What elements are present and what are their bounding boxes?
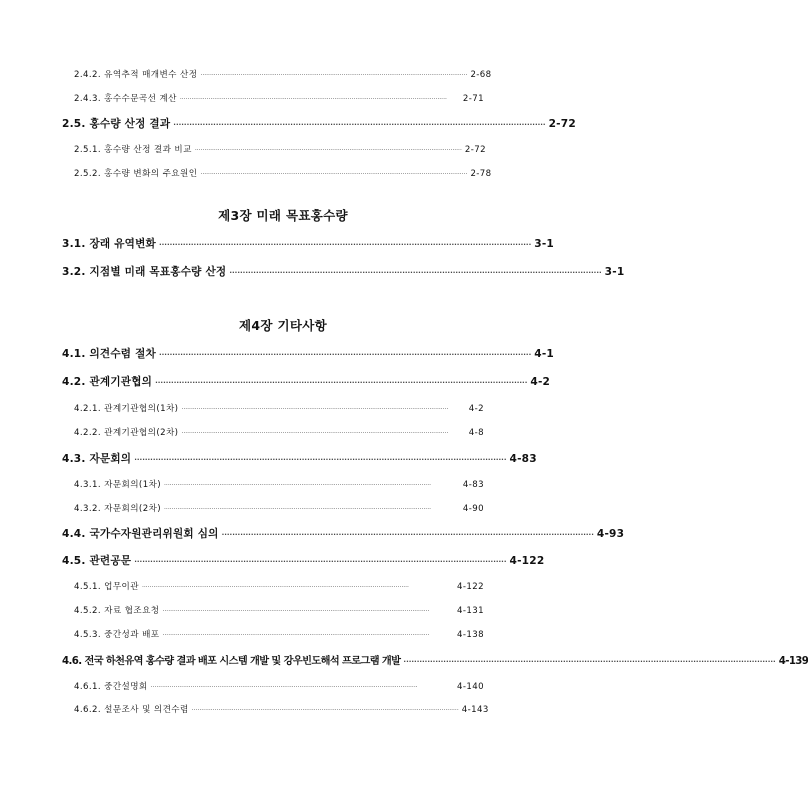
toc-entry <box>74 628 484 640</box>
toc-page: 4-90 <box>462 504 484 514</box>
toc-entry <box>62 526 625 541</box>
toc-entry <box>74 426 484 438</box>
toc-page: 2-68 <box>470 70 492 80</box>
leader-dots: ············································································································································ <box>200 72 468 79</box>
toc-title: 4.1. 의견수렴 절차 <box>62 348 156 360</box>
toc-title: 4.5.1. 업무이관 <box>74 582 139 592</box>
toc-page: 4-139 <box>778 656 808 667</box>
toc-page: 4-2 <box>468 404 484 414</box>
toc-page: 2-78 <box>470 169 492 179</box>
toc-title: 3.1. 장래 유역변화 <box>62 238 156 250</box>
toc-entry <box>74 167 492 179</box>
toc-page: 4-93 <box>596 528 625 540</box>
toc-entry <box>74 502 484 514</box>
leader-dots: ············································································································································ <box>141 584 409 591</box>
toc-page: 4-83 <box>462 480 484 490</box>
toc-page: 2-71 <box>462 94 484 104</box>
toc-entry <box>74 680 484 692</box>
leader-dots: ············································································································································ <box>162 632 430 639</box>
toc-entry <box>62 116 576 131</box>
leader-dots: ············································································································································ <box>173 121 546 129</box>
toc-page: 3-1 <box>604 266 625 278</box>
toc-title: 4.6. 전국 하천유역 홍수량 결과 배포 시스템 개발 및 강우빈도해석 프로그램 개발 <box>62 656 401 667</box>
leader-dots: ············································································································································ <box>181 406 449 413</box>
toc-page: 3-1 <box>534 238 555 250</box>
leader-dots: ············································································································································ <box>191 707 459 714</box>
leader-dots: ············································································································································ <box>229 269 602 277</box>
leader-dots: ············································································································································ <box>134 558 507 566</box>
leader-dots: ············································································································································ <box>158 241 532 249</box>
toc-entry <box>74 703 489 715</box>
toc-title: 4.2. 관계기관협의 <box>62 376 153 388</box>
toc-page: 4-83 <box>509 453 537 465</box>
toc-title: 4.3.1. 자문회의(1차) <box>74 480 162 490</box>
leader-dots: ············································································································································ <box>194 147 462 154</box>
leader-dots: ············································································································································ <box>164 506 432 513</box>
toc-entry <box>74 478 484 490</box>
toc-page: 4-122 <box>457 582 484 592</box>
toc-entry <box>74 604 484 616</box>
leader-dots: ············································································································································ <box>403 658 776 666</box>
toc-title: 4.2.1. 관계기관협의(1차) <box>74 404 179 414</box>
toc-title: 2.4.3. 홍수수문곡선 계산 <box>74 94 177 104</box>
leader-dots: ············································································································································ <box>150 684 418 691</box>
toc-page: 4-1 <box>534 348 555 360</box>
toc-title: 3.2. 지점별 미래 목표홍수량 산정 <box>62 266 227 278</box>
toc-title: 4.6.1. 중간설명회 <box>74 682 148 692</box>
toc-page: 4-140 <box>457 682 484 692</box>
toc-title: 2.4.2. 유역추적 매개변수 산정 <box>74 70 198 80</box>
toc-title: 4.3. 자문회의 <box>62 453 132 465</box>
toc-title: 4.6.2. 설문조사 및 의견수렴 <box>74 705 189 715</box>
toc-title: 4.4. 국가수자원관리위원회 심의 <box>62 528 219 540</box>
leader-dots: ············································································································································ <box>221 531 594 539</box>
toc-entry <box>74 92 484 104</box>
leader-dots: ············································································································································ <box>200 171 468 178</box>
leader-dots: ············································································································································ <box>134 456 507 464</box>
toc-page: 4-2 <box>530 376 551 388</box>
toc-title: 2.5. 홍수량 산정 결과 <box>62 118 171 130</box>
toc-entry <box>74 402 484 414</box>
chapter-title: 제3장 미래 목표홍수량 <box>218 208 348 223</box>
toc-page: 4-143 <box>461 705 489 715</box>
toc-title: 4.5. 관련공문 <box>62 555 132 567</box>
toc-entry <box>62 236 555 251</box>
toc-entry <box>62 652 808 667</box>
leader-dots: ············································································································································ <box>164 482 432 489</box>
toc-entry <box>62 451 537 466</box>
toc-entry <box>62 264 625 279</box>
toc-title: 4.3.2. 자문회의(2차) <box>74 504 162 514</box>
toc-title: 4.5.2. 자료 협조요청 <box>74 606 160 616</box>
leader-dots: ············································································································································ <box>181 430 449 437</box>
toc-entry <box>62 346 555 361</box>
toc-title: 2.5.2. 홍수량 변화의 주요원인 <box>74 169 198 179</box>
leader-dots: ············································································································································ <box>162 608 430 615</box>
toc-entry <box>74 143 484 155</box>
leader-dots: ············································································································································ <box>155 379 528 387</box>
toc-page: 2-72 <box>464 145 486 155</box>
toc-page: 4-138 <box>457 630 484 640</box>
toc-title: 2.5.1. 홍수량 산정 결과 비교 <box>74 145 192 155</box>
toc-page: 2-72 <box>548 118 576 130</box>
chapter-title: 제4장 기타사항 <box>239 318 327 333</box>
leader-dots: ············································································································································ <box>158 351 532 359</box>
leader-dots: ············································································································································ <box>179 96 447 103</box>
toc-title: 4.5.3. 중간성과 배포 <box>74 630 160 640</box>
toc-entry <box>62 553 545 568</box>
toc-entry <box>74 68 492 80</box>
toc-entry <box>62 374 551 389</box>
toc-page: 4-131 <box>457 606 484 616</box>
toc-page: 4-122 <box>509 555 545 567</box>
toc-page: 4-8 <box>468 428 484 438</box>
toc-title: 4.2.2. 관계기관협의(2차) <box>74 428 179 438</box>
toc-entry <box>74 580 484 592</box>
